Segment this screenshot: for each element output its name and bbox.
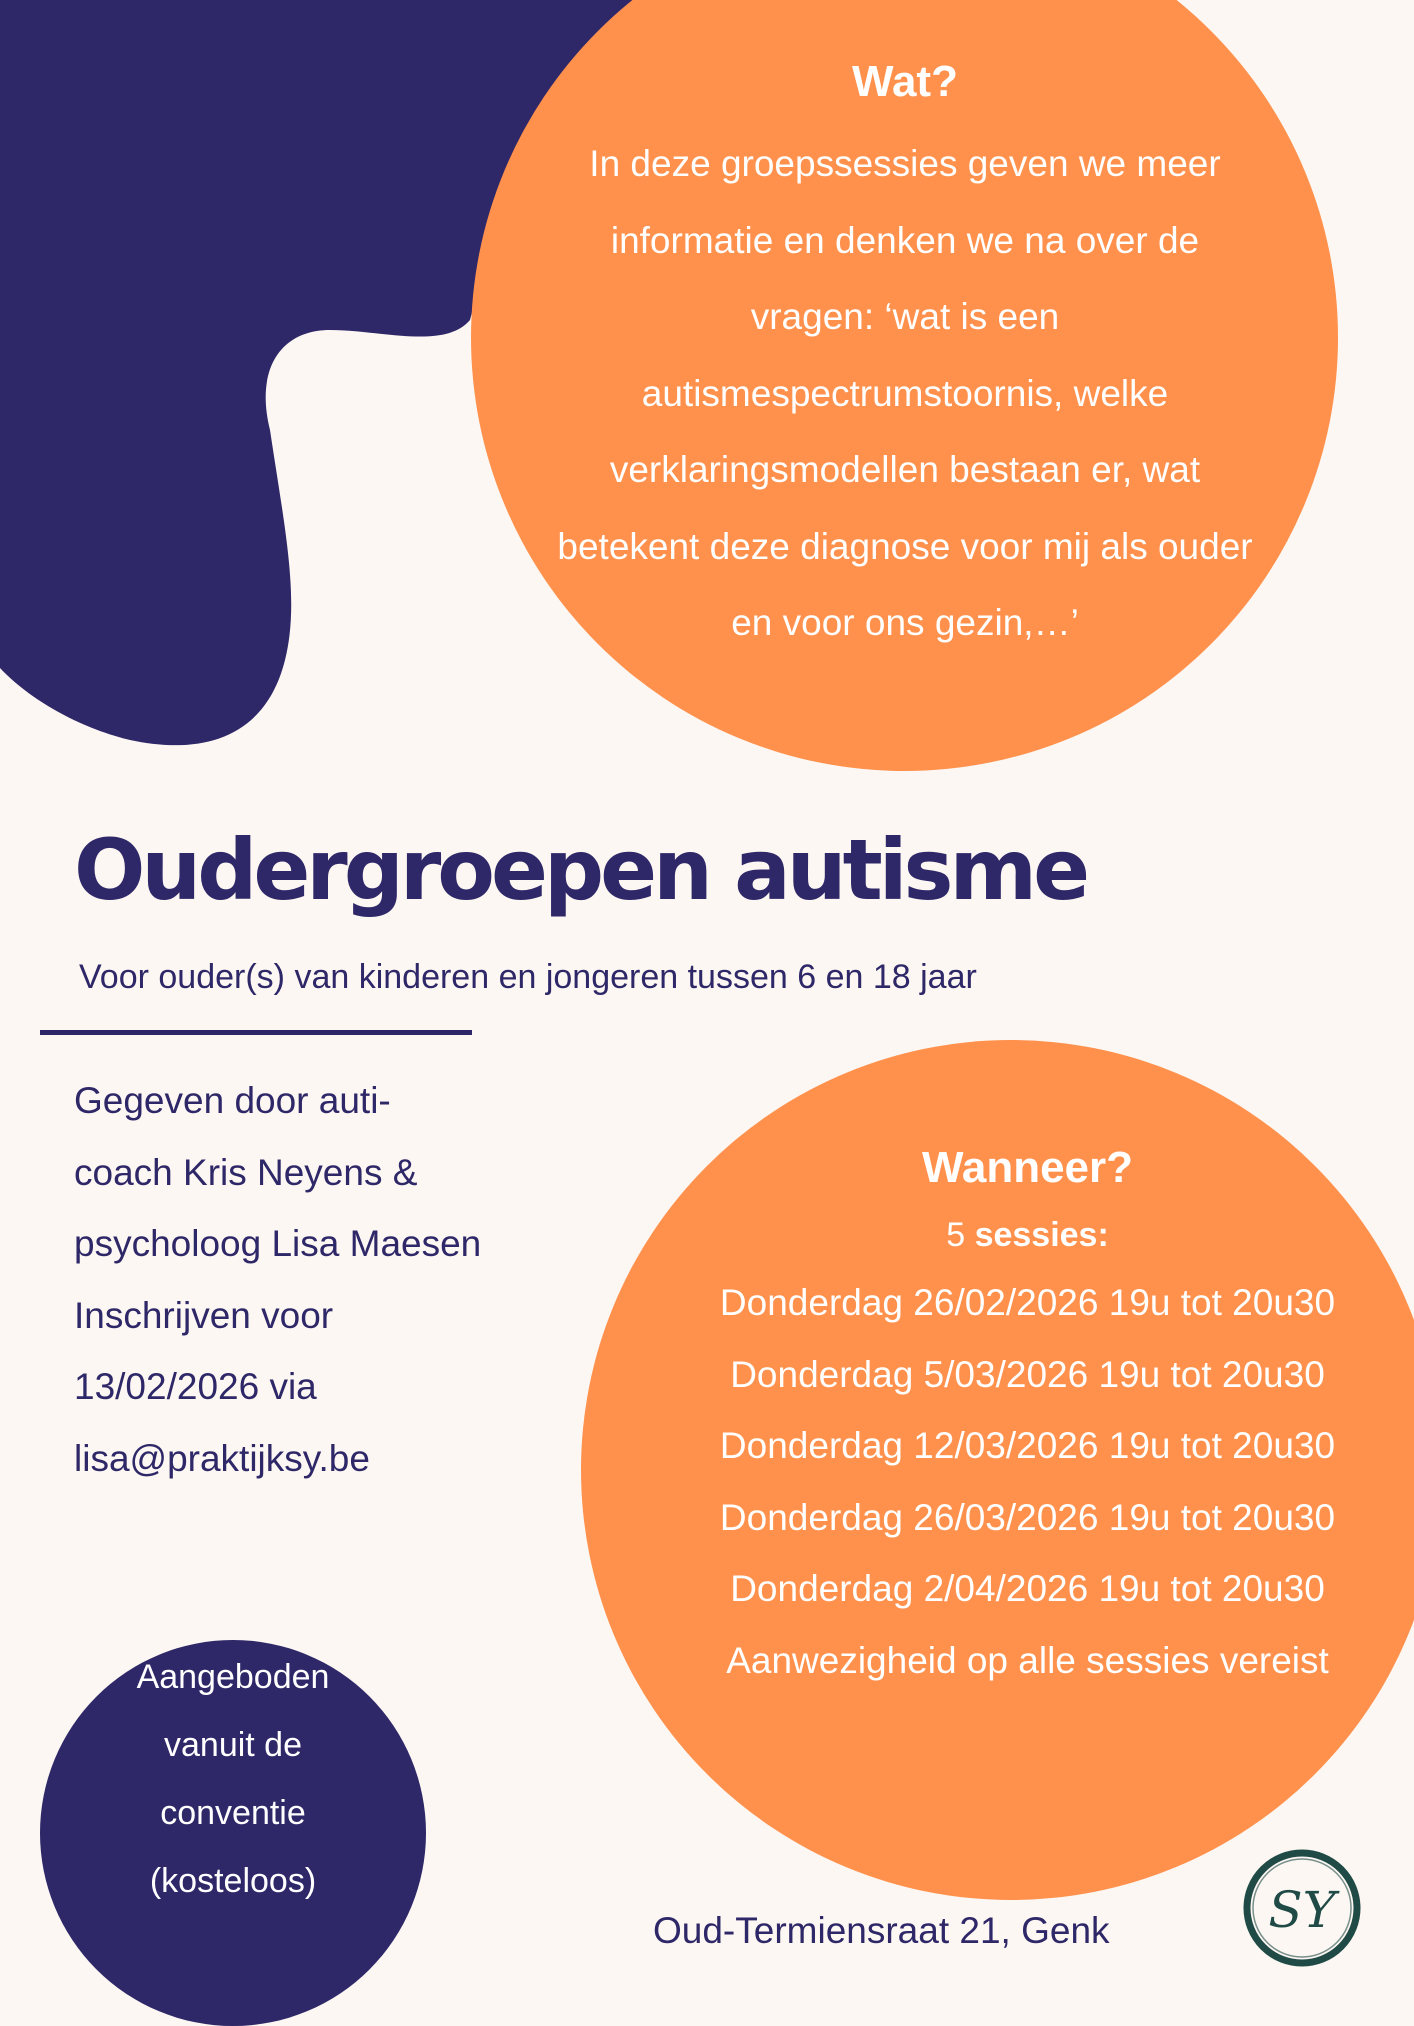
session-item: Donderdag 26/02/2026 19u tot 20u30 — [719, 1282, 1336, 1323]
session-item: Donderdag 2/04/2026 19u tot 20u30 — [730, 1568, 1325, 1609]
session-count — [655, 1203, 1400, 1267]
wanneer-title: Wanneer? — [921, 1143, 1134, 1192]
email-link[interactable]: lisa@praktijksy.be — [74, 1437, 370, 1479]
divider — [40, 1030, 472, 1035]
info-line: 13/02/2026 via — [74, 1366, 317, 1407]
session-item: Donderdag 5/03/2026 19u tot 20u30 — [730, 1353, 1325, 1395]
session-count-number: 5 — [946, 1216, 966, 1254]
wat-section — [545, 52, 1265, 662]
info-line: psycholoog Lisa Maesen — [74, 1223, 482, 1264]
info-line: coach Kris Neyens & — [74, 1151, 418, 1193]
session-count-label: sessies: — [974, 1216, 1109, 1254]
wanneer-section — [655, 1135, 1400, 1696]
session-item: Donderdag 26/03/2026 19u tot 20u30 — [719, 1496, 1336, 1538]
session-item: Donderdag 12/03/2026 19u tot 20u30 — [719, 1425, 1336, 1466]
info-line: Gegeven door auti- — [74, 1080, 391, 1121]
conventie-text — [40, 1643, 426, 1915]
session-list — [655, 1267, 1400, 1625]
address: Oud-Termiensraat 21, Genk — [653, 1910, 1110, 1951]
subtitle: Voor ouder(s) van kinderen en jongeren tussen 6 en 18 jaar — [79, 958, 977, 996]
info-block — [74, 1065, 594, 1494]
wat-title: Wat? — [852, 57, 958, 106]
conventie-line: (kosteloos) — [149, 1862, 317, 1900]
logo-text: SY — [1268, 1881, 1336, 1939]
info-line: Inschrijven voor — [74, 1294, 334, 1336]
attendance-note: Aanwezigheid op alle sessies vereist — [726, 1639, 1329, 1681]
wat-description: In deze groepssessies geven we meer informatie en denken we na over de vragen: ‘wat is een autismespectrumstoornis, welke verklaringsmodellen bestaan er, wat betekent deze diagnose voor mij als ouder en voor ons gezin,…’ — [557, 143, 1253, 643]
sy-logo-icon — [1237, 1843, 1367, 1973]
page-title: Oudergroepen autisme — [74, 821, 1087, 919]
conventie-line: Aangeboden — [136, 1658, 330, 1696]
conventie-line: vanuit de — [164, 1726, 302, 1764]
conventie-line: conventie — [160, 1794, 306, 1832]
